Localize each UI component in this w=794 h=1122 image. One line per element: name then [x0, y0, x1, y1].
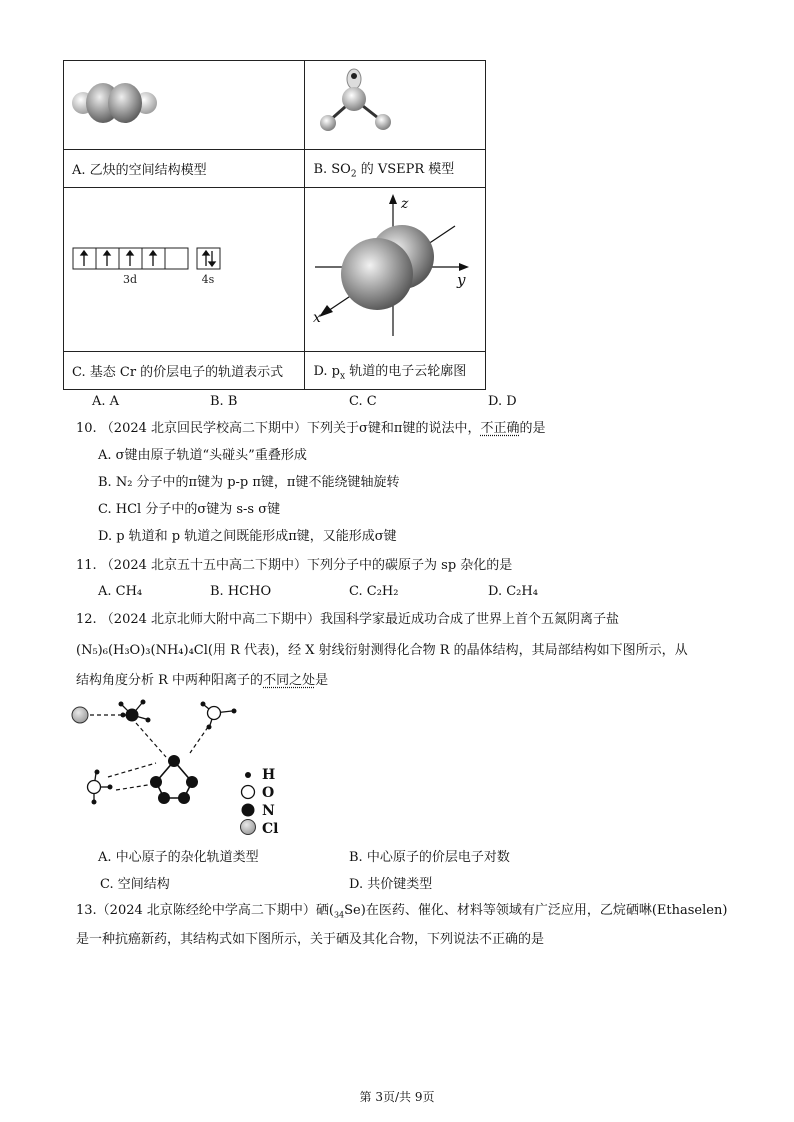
q9-option-b[interactable]: B. B [210, 394, 238, 409]
crystal-structure-figure [66, 695, 296, 840]
orbital-4s-label: 4s [201, 273, 215, 287]
cell-d-caption [305, 351, 486, 389]
q12-formula: (N₅)₆(H₃O)₃(NH₄)₄Cl [76, 643, 208, 658]
options-figure-table [63, 60, 486, 390]
q12-stem-line1: 12. （2024 北京北师大附中高二下期中）我国科学家最近成功合成了世界上首个五氮阴离子盐 [76, 612, 620, 627]
q9-option-c[interactable]: C. C [349, 394, 377, 409]
q10-stem: 10. （2024 北京回民学校高二下期中）下列关于σ键和π键的说法中，不正确的是 [76, 421, 546, 436]
q11-option-a[interactable]: A. CH₄ [98, 584, 143, 599]
legend-h-label: H [262, 767, 276, 783]
px-orbital-cloud-icon [305, 188, 485, 351]
axis-y-label: y [457, 271, 466, 290]
axis-x-label: x [313, 310, 322, 327]
legend-h-icon [245, 772, 251, 778]
q12-option-b[interactable]: B. 中心原子的价层电子对数 [349, 850, 510, 865]
cell-d-image [305, 188, 486, 351]
q11-option-c[interactable]: C. C₂H₂ [349, 584, 399, 599]
q11-stem: 11. （2024 北京五十五中高二下期中）下列分子中的碳原子为 sp 杂化的是 [76, 558, 513, 573]
q12-stem-line3: 结构角度分析 R 中两种阳离子的不同之处是 [76, 673, 329, 688]
legend-o-icon [242, 786, 255, 799]
option-b-caption: B. $SO_2$ 的 VSEPR 模型 [313, 162, 455, 180]
q10-option-d[interactable]: D. p 轨道和 p 轨道之间既能形成π键，又能形成σ键 [98, 529, 397, 544]
cell-a-image [64, 61, 305, 150]
cell-b-caption [305, 150, 486, 188]
so2-vsepr-model-icon [310, 65, 400, 137]
legend-n-label: N [262, 803, 275, 819]
cell-a-caption [64, 150, 305, 188]
legend-cl-icon [241, 820, 256, 835]
page-footer: 第 3页/共 9页 [359, 1090, 435, 1104]
legend-cl-label: Cl [262, 821, 279, 837]
q10-option-b[interactable]: B. N₂ 分子中的π键为 p-p π键，π键不能绕键轴旋转 [98, 475, 400, 490]
legend-o-label: O [262, 785, 275, 801]
legend-n-icon [242, 804, 255, 817]
orbital-diagram-icon [72, 246, 232, 286]
q12-option-c[interactable]: C. 空间结构 [100, 877, 170, 892]
q12-stem-line2: (N₅)₆(H₃O)₃(NH₄)₄Cl(用 R 代表)，经 X 射线衍射测得化合物 R 的晶体结构，其局部结构如下图所示，从 [76, 643, 688, 658]
q12-option-d[interactable]: D. 共价键类型 [349, 877, 433, 892]
q13-stem-line2: 是一种抗癌新药，其结构式如下图所示，关于硒及其化合物，下列说法不正确的是 [76, 932, 545, 947]
q11-option-b[interactable]: B. HCHO [210, 584, 272, 599]
cell-c-image [64, 188, 305, 351]
acetylene-model-icon [70, 79, 160, 129]
q9-option-a[interactable]: A. A [92, 394, 120, 409]
axis-z-label: z [401, 196, 409, 213]
q12-option-a[interactable]: A. 中心原子的杂化轨道类型 [98, 850, 259, 865]
cell-b-image [305, 61, 486, 150]
orbital-3d-label: 3d [122, 273, 138, 287]
q11-option-d[interactable]: D. C₂H₄ [488, 584, 538, 599]
option-c-caption: C. 基态 Cr 的价层电子的轨道表示式 [72, 364, 284, 380]
cell-c-caption [64, 351, 305, 389]
q10-option-c[interactable]: C. HCl 分子中的σ键为 s-s σ键 [98, 502, 281, 517]
q9-option-d[interactable]: D. D [488, 394, 517, 409]
q13-stem-line1: 13.（2024 北京陈经纶中学高二下期中）硒$(_{34}Se)$在医药、催化、材料等领域有广泛应用，乙烷硒啉(Ethaselen) [76, 903, 728, 920]
option-d-caption: D. $p_x$ 轨道的电子云轮廓图 [313, 363, 467, 382]
option-a-caption: A. 乙炔的空间结构模型 [72, 163, 207, 179]
q10-option-a[interactable]: A. σ键由原子轨道“头碰头”重叠形成 [98, 448, 307, 463]
